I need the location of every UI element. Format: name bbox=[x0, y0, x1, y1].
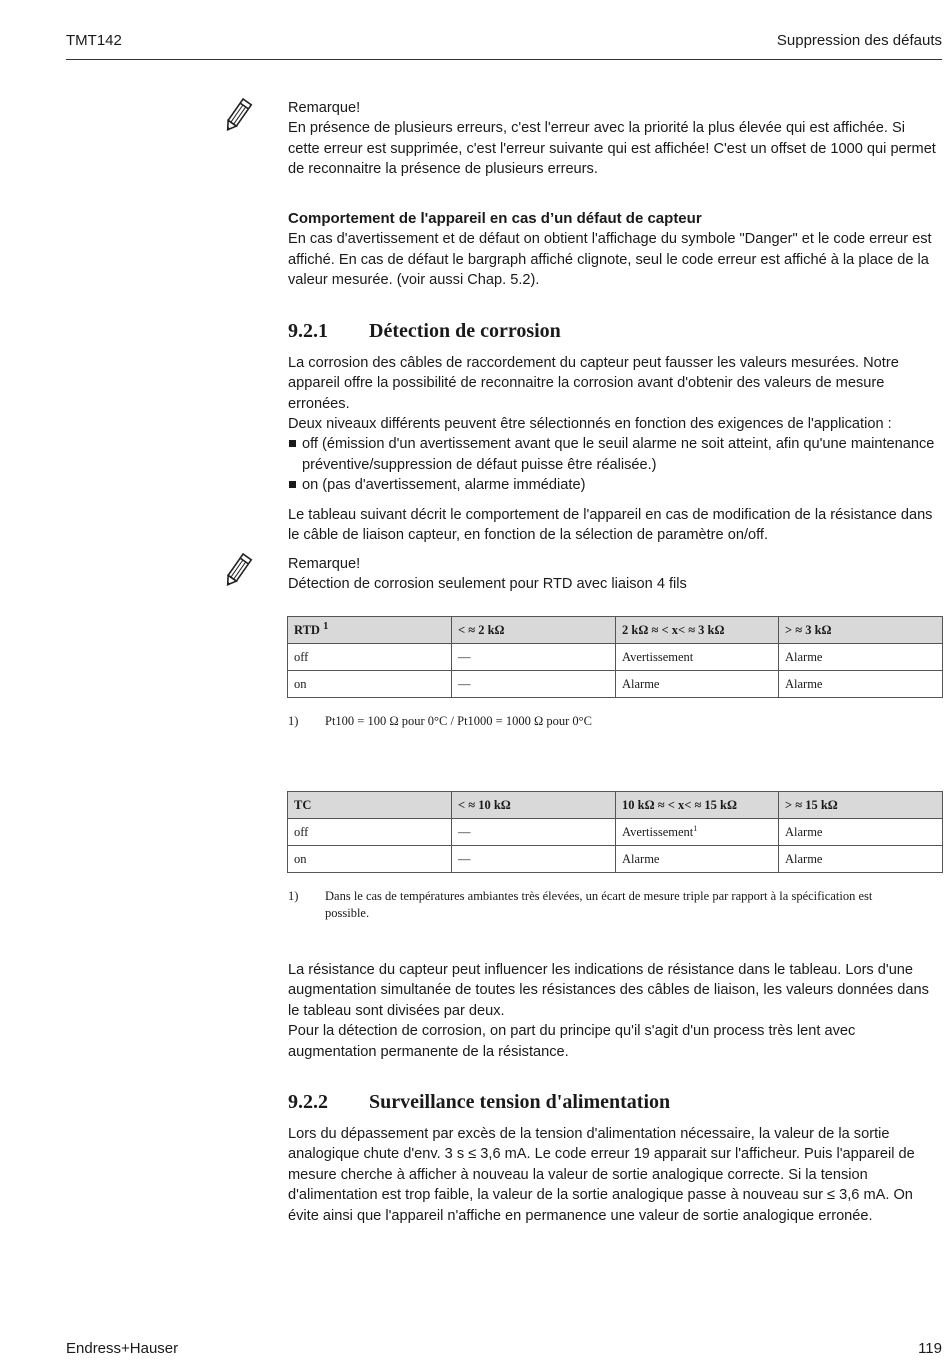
table-cell: off bbox=[288, 644, 452, 671]
section-title: Surveillance tension d'alimentation bbox=[369, 1091, 671, 1113]
table-cell: off bbox=[288, 819, 452, 846]
table-cell: Alarme bbox=[779, 819, 943, 846]
table-cell: — bbox=[452, 671, 616, 698]
table-header-cell: 2 kΩ ≈ < x< ≈ 3 kΩ bbox=[616, 617, 779, 644]
note-remarque bbox=[288, 98, 940, 180]
table-cell: Alarme bbox=[616, 671, 779, 698]
sensor-fault-text: En cas d'avertissement et de défaut on obtient l'affichage du symbole "Danger" et le code erreur est affiché. En cas de défaut le bargraph affiché clignote, seul le code erreur est affiché à la place de la valeur mesurée. (voir aussi Chap. 5.2). bbox=[288, 231, 932, 289]
footnote-marker: 1 bbox=[693, 823, 698, 833]
table-header-cell: > ≈ 3 kΩ bbox=[779, 617, 943, 644]
note-remarque-2 bbox=[288, 554, 940, 595]
tc-corrosion-table bbox=[287, 791, 943, 873]
resistance-paragraph bbox=[288, 960, 940, 1062]
table-description: Le tableau suivant décrit le comportement de l'appareil en cas de modification de la résistance dans le câble de liaison capteur, en fonction de la sélection de paramètre on/off. bbox=[288, 507, 933, 544]
table-cell: — bbox=[452, 644, 616, 671]
table-header-row bbox=[288, 617, 943, 644]
section-title: Détection de corrosion bbox=[369, 320, 561, 342]
note-title: Remarque! bbox=[288, 556, 361, 572]
page-number: 119 bbox=[918, 1340, 942, 1357]
table-cell: on bbox=[288, 846, 452, 873]
sensor-fault-block bbox=[288, 209, 940, 291]
supply-voltage-text: Lors du dépassement par excès de la tension d'alimentation nécessaire, la valeur de la sortie analogique chute d'env. 3 s ≤ 3,6 mA. Le code erreur 19 apparait sur l'afficheur. Puis l'appareil de mesure cherche à afficher à nouveau la valeur de sortie analogique correcte. Si la tension d'alimentation est trop faible, la valeur de la sortie analogique passe à nouveau sur ≤ 3,6 mA. On évite ainsi que l'appareil n'affiche en permanence une valeur de sortie analogique erronée. bbox=[288, 1126, 915, 1224]
pencil-note-icon bbox=[218, 95, 258, 135]
section-number: 9.2.2 bbox=[288, 1091, 328, 1113]
section-heading-921 bbox=[288, 320, 940, 343]
list-item: on (pas d'avertissement, alarme immédiate) bbox=[288, 475, 940, 495]
table-cell: Avertissement bbox=[616, 644, 779, 671]
footer-company: Endress+Hauser bbox=[66, 1340, 179, 1357]
footnote-text: Pt100 = 100 Ω pour 0°C / Pt1000 = 1000 Ω pour 0°C bbox=[325, 714, 592, 728]
table-row bbox=[288, 644, 943, 671]
table-cell: Alarme bbox=[779, 846, 943, 873]
table-row bbox=[288, 671, 943, 698]
table-cell: Alarme bbox=[779, 644, 943, 671]
header-product-name: TMT142 bbox=[66, 32, 122, 49]
header-divider bbox=[66, 59, 942, 60]
table-header-cell: TC bbox=[288, 792, 452, 819]
table-row bbox=[288, 819, 943, 846]
table-cell: Alarme bbox=[779, 671, 943, 698]
table-header-cell: < ≈ 2 kΩ bbox=[452, 617, 616, 644]
footnote-number: 1) bbox=[288, 714, 299, 728]
table-cell: — bbox=[452, 846, 616, 873]
sensor-fault-heading: Comportement de l'appareil en cas d’un défaut de capteur bbox=[288, 210, 702, 227]
table-cell: — bbox=[452, 819, 616, 846]
table-header-cell: < ≈ 10 kΩ bbox=[452, 792, 616, 819]
rtd-footnote bbox=[288, 713, 940, 733]
table-header-cell: 10 kΩ ≈ < x< ≈ 15 kΩ bbox=[616, 792, 779, 819]
corrosion-intro: La corrosion des câbles de raccordement du capteur peut fausser les valeurs mesurées. Notre appareil offre la possibilité de reconnaitre la corrosion avant d'obtenir des valeurs de mesure erronées. bbox=[288, 355, 899, 412]
table-cell: Alarme bbox=[616, 846, 779, 873]
table-cell: Avertissement$^1$ bbox=[616, 819, 779, 846]
corrosion-levels bbox=[288, 414, 940, 496]
levels-list bbox=[288, 434, 940, 495]
table-header-cell: RTD $^1$ bbox=[288, 617, 452, 644]
resistance-text-2: Pour la détection de corrosion, on part du principe qu'il s'agit d'un process très lent avec augmentation permanente de la résistance. bbox=[288, 1023, 856, 1060]
table-cell: on bbox=[288, 671, 452, 698]
rtd-corrosion-table bbox=[287, 616, 943, 698]
section-heading-922 bbox=[288, 1091, 940, 1114]
table-header-row bbox=[288, 792, 943, 819]
footnote-text: Dans le cas de températures ambiantes très élevées, un écart de mesure triple par rapport à la spécification est possible. bbox=[325, 889, 873, 920]
note-text: En présence de plusieurs erreurs, c'est l'erreur avec la priorité la plus élevée qui est affichée. Si cette erreur est supprimée, c'est l'erreur suivante qui est affichée! C'est un offset de 1000 qui permet de reconnaitre la présence de plusieurs erreurs. bbox=[288, 120, 936, 178]
list-item: off (émission d'un avertissement avant que le seuil alarme ne soit atteint, afin qu'une maintenance préventive/suppression de défaut puisse être réalisée.) bbox=[288, 434, 940, 475]
pencil-note-icon bbox=[218, 550, 258, 590]
header-chapter-title: Suppression des défauts bbox=[776, 32, 942, 49]
tc-footnote bbox=[288, 888, 940, 928]
levels-intro: Deux niveaux différents peuvent être sélectionnés en fonction des exigences de l'application : bbox=[288, 416, 892, 432]
table-header-cell: > ≈ 15 kΩ bbox=[779, 792, 943, 819]
footnote-marker: 1 bbox=[323, 621, 329, 633]
footnote-number: 1) bbox=[288, 889, 299, 903]
table-row bbox=[288, 846, 943, 873]
section-number: 9.2.1 bbox=[288, 320, 328, 342]
resistance-text-1: La résistance du capteur peut influencer les indications de résistance dans le tableau. Lors d'une augmentation simultanée de toutes les résistances des câbles de liaison, les valeurs données dans le tableau sont divisées par deux. bbox=[288, 962, 929, 1019]
note-title: Remarque! bbox=[288, 100, 361, 116]
note-text: Détection de corrosion seulement pour RTD avec liaison 4 fils bbox=[288, 576, 687, 593]
